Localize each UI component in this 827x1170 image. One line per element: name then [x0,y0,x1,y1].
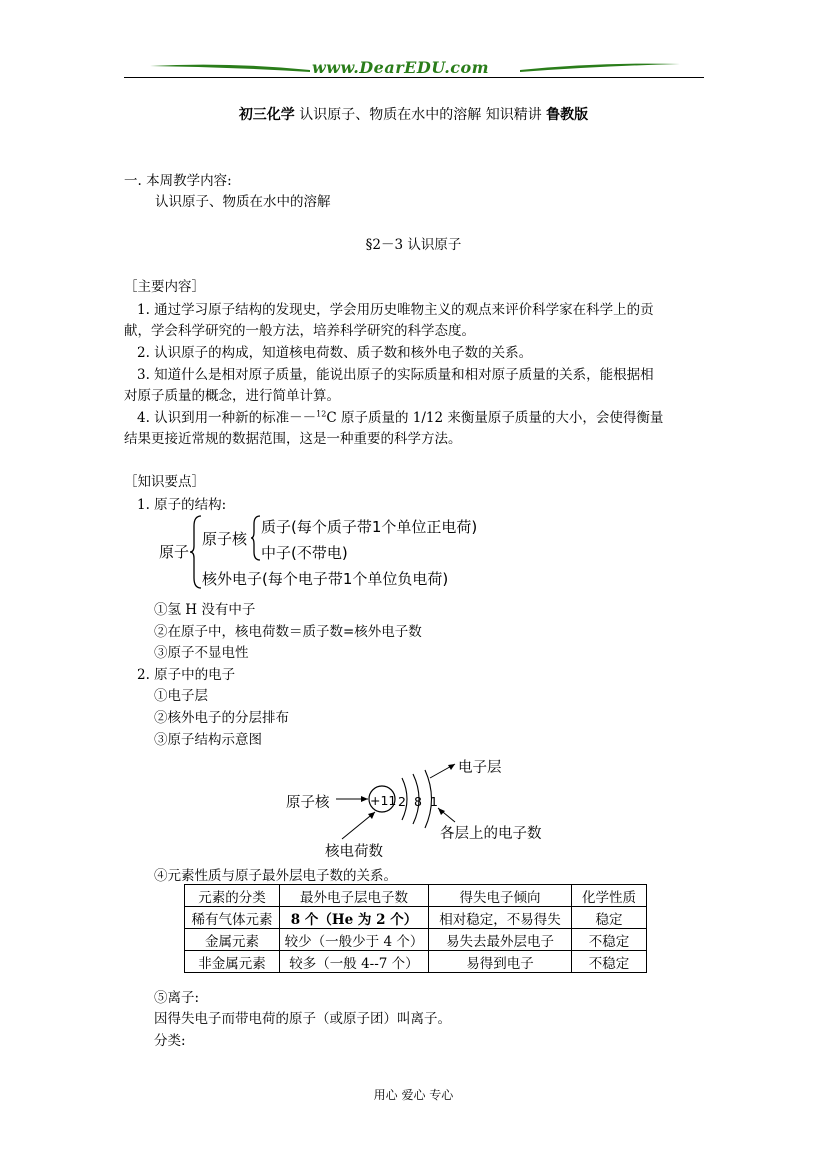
diagram-shell-1: 2 [398,794,406,809]
section-content: 认识原子、物质在水中的溶解 [155,194,331,210]
electron-note-4: ④元素性质与原子最外层电子数的关系。 [154,868,397,884]
ion-classification: 分类: [154,1033,186,1049]
table-cell: 易得到电子 [429,951,572,973]
title-subject: 初三化学 [238,107,295,123]
item4-line2: 结果更接近常规的数据范围，这是一种重要的科学方法。 [124,431,462,447]
item2: 2. 认识原子的构成，知道核电荷数、质子数和核外电子数的关系。 [137,345,533,361]
diagram-shell-3: 1 [430,794,438,809]
item4-superscript: 12 [316,409,327,419]
site-logo-text: www.DearEDU.com [312,58,490,77]
table-header: 得失电子倾向 [429,885,572,907]
diagram-charge-label: 核电荷数 [325,844,383,860]
knowledge-point-2: 2. 原子中的电子 [137,667,236,683]
item1-line2: 献，学会科学研究的一般方法，培养科学研究的科学态度。 [124,323,475,339]
item3-line2: 对原子质量的概念，进行简单计算。 [124,388,340,404]
chapter-title: §2－3 认识原子 [365,237,462,253]
table-cell: 非金属元素 [185,951,280,973]
main-content-heading: ［主要内容］ [124,279,205,295]
electron-note-3: ③原子结构示意图 [154,732,262,748]
table-header: 化学性质 [572,885,647,907]
table-cell: 相对稳定，不易得失 [429,907,572,929]
tree-proton: 质子(每个质子带1个单位正电荷) [261,518,478,536]
table-header: 最外电子层电子数 [280,885,429,907]
note-2: ②在原子中，核电荷数＝质子数=核外电子数 [154,624,422,640]
element-properties-table [184,884,647,973]
table-header-row [185,885,647,907]
item4-suffix: C 原子质量的 1/12 来衡量原子质量的大小，会使得衡量 [326,410,664,426]
tree-nucleus: 原子核 [202,530,248,548]
table-header: 元素的分类 [185,885,280,907]
table-cell: 不稳定 [572,951,647,973]
table-cell: 稳定 [572,907,647,929]
table-cell: 不稳定 [572,929,647,951]
ion-definition: 因得失电子而带电荷的原子（或原子团）叫离子。 [154,1011,451,1027]
diagram-nucleus-label: 原子核 [286,795,330,811]
title-body: 认识原子、物质在水中的溶解 知识精讲 [299,107,542,123]
section-heading: 一. 本周教学内容: [124,173,232,189]
knowledge-heading: ［知识要点］ [124,474,205,490]
table-cell: 易失去最外层电子 [429,929,572,951]
table-cell: 较少（一般少于 4 个） [280,929,429,951]
page-footer: 用心 爱心 专心 [373,1088,454,1102]
header-divider [124,77,704,78]
note-1: ①氢 H 没有中子 [154,602,256,618]
electron-note-5: ⑤离子: [154,990,200,1006]
table-row [185,951,647,973]
table-row [185,907,647,929]
tree-brace-outer [189,514,203,590]
item1-line1: 1. 通过学习原子结构的发现史，学会用历史唯物主义的观点来评价科学家在科学上的贡 [137,302,654,318]
table-cell: 8 个（He 为 2 个） [280,907,429,929]
diagram-charge: +11 [370,793,397,808]
title-publisher: 鲁教版 [546,107,589,123]
item3-line1: 3. 知道什么是相对原子质量，能说出原子的实际质量和相对原子质量的关系，能根据相 [137,367,654,383]
diagram-count-label: 各层上的电子数 [440,826,542,842]
diagram-shell-2: 8 [414,794,422,809]
item4-prefix: 4. 认识到用一种新的标准－－ [137,410,317,426]
table-cell: 金属元素 [185,929,280,951]
item4-line1 [137,406,663,426]
note-3: ③原子不显电性 [154,645,249,661]
tree-atom: 原子 [159,543,190,561]
document-title [0,104,827,124]
table-row [185,929,647,951]
diagram-shell-label: 电子层 [458,760,502,776]
table-cell: 较多（一般 4--7 个） [280,951,429,973]
tree-electron: 核外电子(每个电子带1个单位负电荷) [202,570,449,588]
electron-note-2: ②核外电子的分层排布 [154,710,289,726]
tree-neutron: 中子(不带电) [261,544,348,562]
knowledge-point-1: 1. 原子的结构: [137,497,227,513]
table-cell: 稀有气体元素 [185,907,280,929]
electron-note-1: ①电子层 [154,688,208,704]
